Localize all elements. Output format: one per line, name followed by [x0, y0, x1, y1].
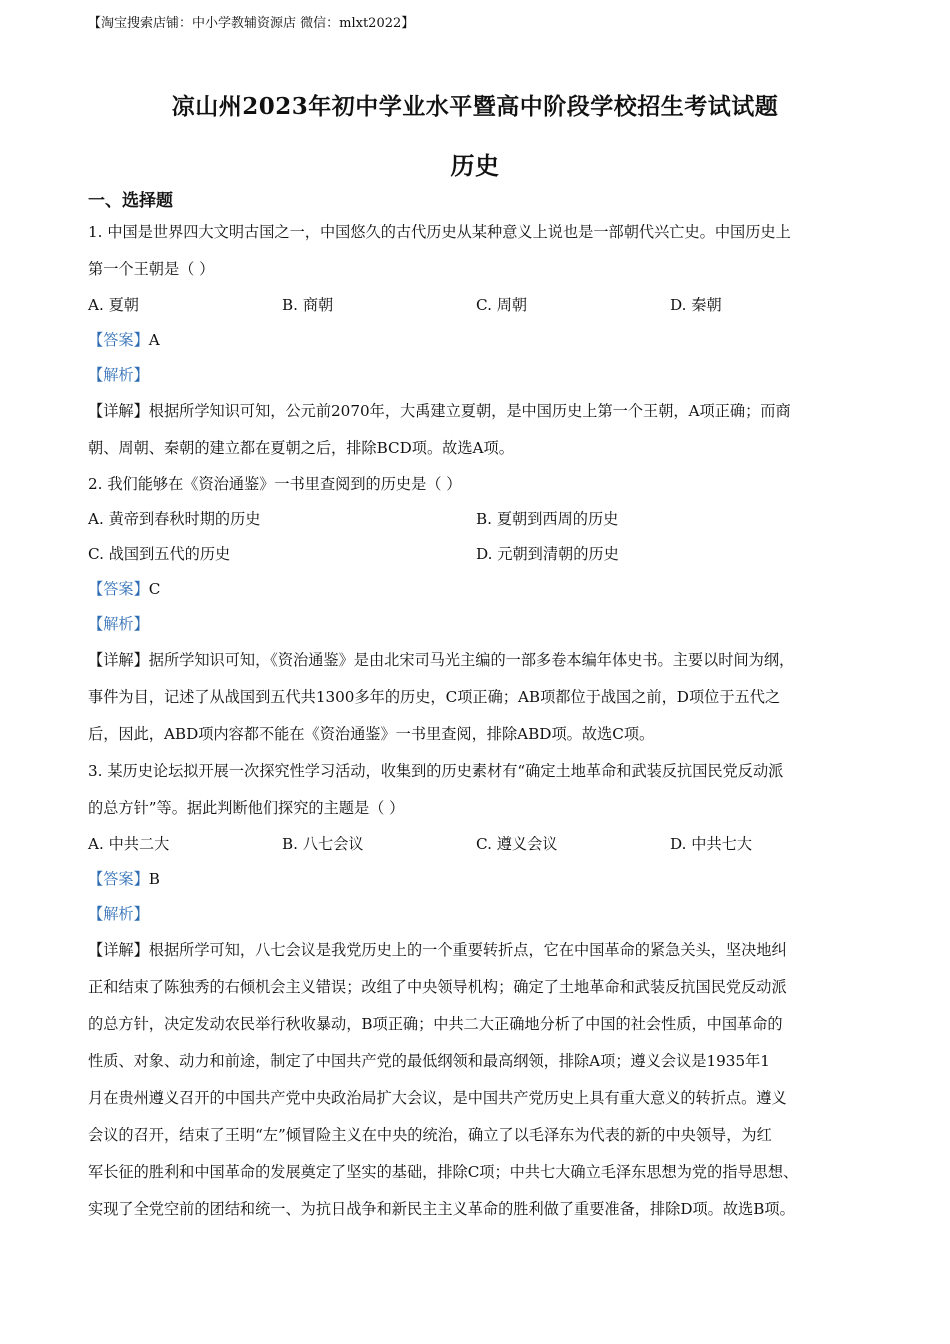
option-a: A. 夏朝	[88, 296, 139, 314]
subject-title: 历史	[450, 151, 500, 180]
exam-content	[88, 188, 878, 1228]
detail-text: 根据所学可知，八七会议是我党历史上的一个重要转折点，它在中国革命的紧急关头，坚决地纠	[148, 941, 787, 959]
option-d: D. 元朝到清朝的历史	[476, 545, 619, 563]
answer-value: A	[148, 331, 160, 349]
option-d: D. 秦朝	[670, 296, 722, 314]
option-list	[88, 827, 878, 862]
detail-line: 事件为目，记述了从战国到五代共1300多年的历史，C项正确；AB项都位于战国之前，D项位于五代之	[88, 688, 781, 706]
detail-line: 性质、对象、动力和前途，制定了中国共产党的最低纲领和最高纲领，排除A项；遵义会议是1935年1	[88, 1052, 770, 1070]
exam-title: 凉山州2023年初中学业水平暨高中阶段学校招生考试试题	[171, 93, 779, 120]
detail-line: 军长征的胜利和中国革命的发展奠定了坚实的基础，排除C项；中共七大确立毛泽东思想为党的指导思想、	[88, 1163, 799, 1181]
option-b: B. 夏朝到西周的历史	[476, 510, 619, 528]
answer-row	[88, 323, 878, 358]
detail-line: 的总方针，决定发动农民举行秋收暴动，B项正确；中共二大正确地分析了中国的社会性质，中国革命的	[88, 1015, 783, 1033]
option-b: B. 商朝	[282, 296, 334, 314]
option-c: C. 周朝	[476, 296, 528, 314]
detail-paragraph	[88, 642, 878, 753]
question-stem	[88, 753, 878, 827]
stem-line: 2. 我们能够在《资治通鉴》一书里查阅到的历史是（ ）	[88, 475, 462, 493]
detail-tag: 【详解】	[88, 651, 149, 669]
stem-line: 3. 某历史论坛拟开展一次探究性学习活动，收集到的历史素材有“确定土地革命和武装反抗国民党反动派	[88, 762, 784, 780]
detail-text: 根据所学知识可知，公元前2070年，大禹建立夏朝，是中国历史上第一个王朝，A项正确；而商	[148, 402, 791, 420]
analysis-row	[88, 897, 878, 932]
option-list	[88, 502, 878, 537]
option-list	[88, 537, 878, 572]
detail-paragraph	[88, 393, 878, 467]
detail-line: 会议的召开，结束了王明“左”倾冒险主义在中央的统治，确立了以毛泽东为代表的新的中央领导，为红	[88, 1126, 772, 1144]
question-stem	[88, 467, 878, 502]
option-c: C. 遵义会议	[476, 835, 558, 853]
analysis-row	[88, 358, 878, 393]
stem-line: 第一个王朝是（ ）	[88, 260, 215, 278]
answer-tag: 【答案】	[88, 331, 149, 349]
option-b: B. 八七会议	[282, 835, 364, 853]
detail-line: 实现了全党空前的团结和统一、为抗日战争和新民主主义革命的胜利做了重要准备，排除D项。故选B项。	[88, 1200, 795, 1218]
question-stem	[88, 214, 878, 288]
detail-line	[88, 393, 878, 430]
analysis-tag: 【解析】	[88, 366, 149, 384]
stem-line: 的总方针”等。据此判断他们探究的主题是（ ）	[88, 799, 405, 817]
option-a: A. 中共二大	[88, 835, 170, 853]
answer-tag: 【答案】	[88, 580, 149, 598]
option-c: C. 战国到五代的历史	[88, 545, 231, 563]
analysis-tag: 【解析】	[88, 615, 149, 633]
answer-row	[88, 572, 878, 607]
answer-value: C	[148, 580, 161, 598]
detail-line	[88, 932, 878, 969]
shop-note: 【淘宝搜索店铺：中小学教辅资源店 微信：mlxt2022】	[88, 16, 415, 31]
detail-tag: 【详解】	[88, 941, 149, 959]
question-3	[88, 753, 878, 1228]
question-2	[88, 467, 878, 753]
option-d: D. 中共七大	[670, 835, 753, 853]
stem-line: 1. 中国是世界四大文明古国之一，中国悠久的古代历史从某种意义上说也是一部朝代兴亡史。中国历史上	[88, 223, 791, 241]
answer-tag: 【答案】	[88, 870, 149, 888]
detail-line: 月在贵州遵义召开的中国共产党中央政治局扩大会议，是中国共产党历史上具有重大意义的转折点。遵义	[88, 1089, 787, 1107]
analysis-row	[88, 607, 878, 642]
answer-row	[88, 862, 878, 897]
option-list	[88, 288, 878, 323]
answer-value: B	[148, 870, 160, 888]
detail-line: 朝、周朝、秦朝的建立都在夏朝之后，排除BCD项。故选A项。	[88, 439, 514, 457]
detail-paragraph	[88, 932, 878, 1228]
detail-tag: 【详解】	[88, 402, 149, 420]
question-1	[88, 214, 878, 467]
option-a: A. 黄帝到春秋时期的历史	[88, 510, 261, 528]
detail-line: 后，因此，ABD项内容都不能在《资治通鉴》一书里查阅，排除ABD项。故选C项。	[88, 725, 655, 743]
detail-line	[88, 642, 878, 679]
detail-text: 据所学知识可知，《资治通鉴》是由北宋司马光主编的一部多卷本编年体史书。主要以时间为纲，	[148, 651, 795, 669]
detail-line: 正和结束了陈独秀的右倾机会主义错误；改组了中央领导机构；确定了土地革命和武装反抗国民党反动派	[88, 978, 787, 996]
section-heading: 一、选择题	[88, 191, 173, 211]
analysis-tag: 【解析】	[88, 905, 149, 923]
